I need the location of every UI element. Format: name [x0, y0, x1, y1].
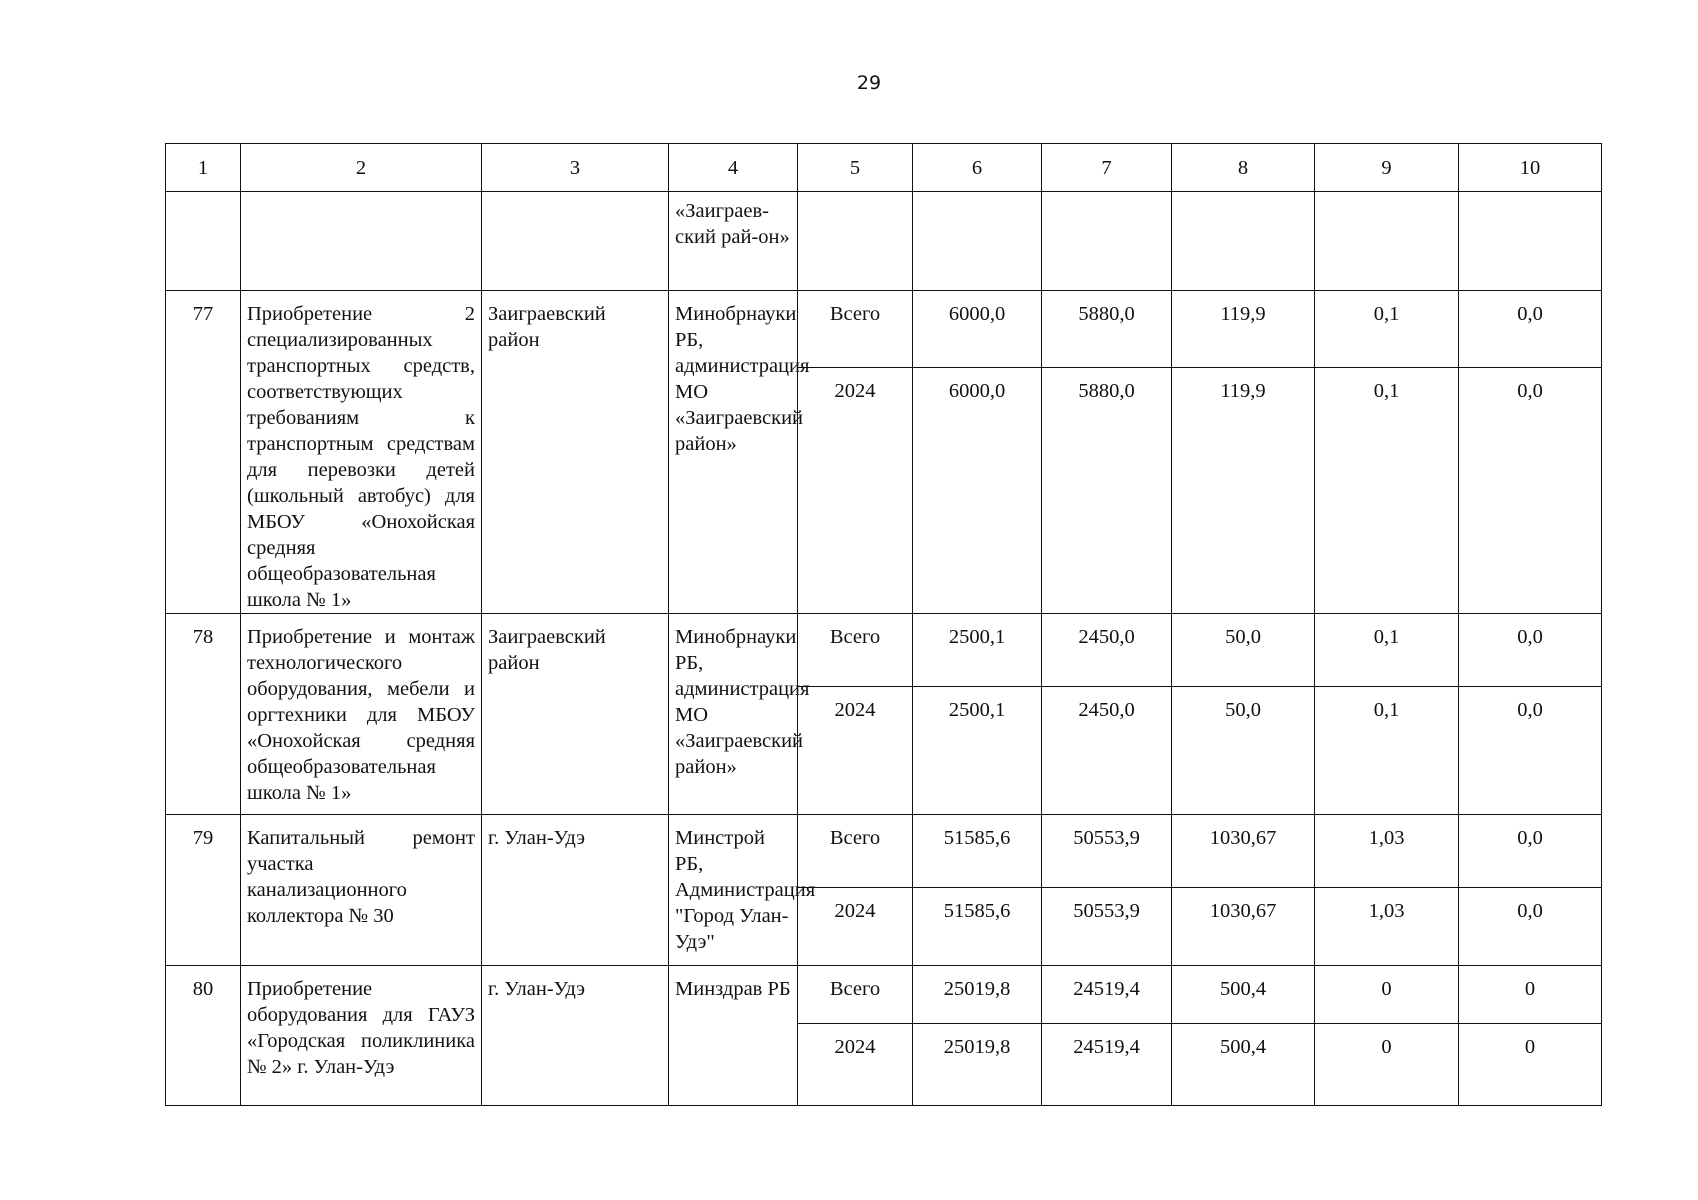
- period-label: 2024: [798, 687, 913, 815]
- period-label: 2024: [798, 368, 913, 614]
- table-row: [166, 966, 1602, 1024]
- value-cell: 1030,67: [1172, 888, 1315, 966]
- value-cell: 119,9: [1172, 368, 1315, 614]
- header-cell: 5: [798, 144, 913, 192]
- table-row: [166, 614, 1602, 687]
- value-cell: 0,0: [1459, 888, 1602, 966]
- value-cell: 51585,6: [913, 888, 1042, 966]
- table-row: [166, 815, 1602, 888]
- row-number: 78: [166, 614, 241, 815]
- location-cell: г. Улан-Удэ: [482, 815, 669, 966]
- value-cell: 51585,6: [913, 815, 1042, 888]
- value-cell: 25019,8: [913, 1024, 1042, 1106]
- period-label: 2024: [798, 1024, 913, 1106]
- agency-cell: «Заиграев-ский рай-он»: [669, 192, 798, 291]
- value-cell: 0,0: [1459, 291, 1602, 368]
- description-cell: Приобретение 2 специализированных транспортных средств, соответствующих требованиям к транспортным средствам для перевозки детей (школьный автобус) для МБОУ «Онохойская средняя общеобразовательная школа № 1»: [241, 291, 482, 614]
- value-cell: 1,03: [1315, 888, 1459, 966]
- period-label: 2024: [798, 888, 913, 966]
- header-cell: 9: [1315, 144, 1459, 192]
- table-row: [166, 291, 1602, 368]
- description-cell: Капитальный ремонт участка канализационного коллектора № 30: [241, 815, 482, 966]
- value-cell: 1,03: [1315, 815, 1459, 888]
- value-cell: 2450,0: [1042, 687, 1172, 815]
- header-cell: 1: [166, 144, 241, 192]
- value-cell: 50,0: [1172, 687, 1315, 815]
- row-number: 80: [166, 966, 241, 1106]
- value-cell: 0,1: [1315, 291, 1459, 368]
- value-cell: 0,0: [1459, 815, 1602, 888]
- value-cell: 25019,8: [913, 966, 1042, 1024]
- value-cell: 2450,0: [1042, 614, 1172, 687]
- period-label: Всего: [798, 966, 913, 1024]
- page-number: 29: [856, 72, 882, 94]
- value-cell: 5880,0: [1042, 368, 1172, 614]
- value-cell: 2500,1: [913, 687, 1042, 815]
- value-cell: 500,4: [1172, 1024, 1315, 1106]
- value-cell: 119,9: [1172, 291, 1315, 368]
- header-cell: 7: [1042, 144, 1172, 192]
- value-cell: 24519,4: [1042, 966, 1172, 1024]
- period-label: Всего: [798, 291, 913, 368]
- value-cell: 0: [1459, 966, 1602, 1024]
- value-cell: 2500,1: [913, 614, 1042, 687]
- agency-cell: Минобрнауки РБ, администрация МО «Заиграевский район»: [669, 291, 798, 614]
- value-cell: 24519,4: [1042, 1024, 1172, 1106]
- budget-table: [165, 143, 1602, 1106]
- value-cell: 0,1: [1315, 687, 1459, 815]
- header-cell: 10: [1459, 144, 1602, 192]
- location-cell: Заиграевский район: [482, 291, 669, 614]
- header-cell: 3: [482, 144, 669, 192]
- header-row: [166, 144, 1602, 192]
- period-label: Всего: [798, 614, 913, 687]
- value-cell: 0: [1459, 1024, 1602, 1106]
- value-cell: 0,1: [1315, 368, 1459, 614]
- row-number: 79: [166, 815, 241, 966]
- value-cell: 500,4: [1172, 966, 1315, 1024]
- value-cell: 6000,0: [913, 291, 1042, 368]
- value-cell: 0: [1315, 966, 1459, 1024]
- agency-cell: Минздрав РБ: [669, 966, 798, 1106]
- value-cell: 6000,0: [913, 368, 1042, 614]
- header-cell: 8: [1172, 144, 1315, 192]
- value-cell: 5880,0: [1042, 291, 1172, 368]
- value-cell: 1030,67: [1172, 815, 1315, 888]
- header-cell: 4: [669, 144, 798, 192]
- description-cell: Приобретение оборудования для ГАУЗ «Городская поликлиника № 2» г. Улан-Удэ: [241, 966, 482, 1106]
- value-cell: 0,0: [1459, 687, 1602, 815]
- header-cell: 6: [913, 144, 1042, 192]
- value-cell: 50,0: [1172, 614, 1315, 687]
- header-cell: 2: [241, 144, 482, 192]
- value-cell: 50553,9: [1042, 888, 1172, 966]
- value-cell: 0: [1315, 1024, 1459, 1106]
- location-cell: Заиграевский район: [482, 614, 669, 815]
- continuation-row: [166, 192, 1602, 291]
- location-cell: г. Улан-Удэ: [482, 966, 669, 1106]
- value-cell: 0,0: [1459, 614, 1602, 687]
- value-cell: 0,1: [1315, 614, 1459, 687]
- agency-cell: Минстрой РБ, Администрация "Город Улан-Удэ": [669, 815, 798, 966]
- row-number: 77: [166, 291, 241, 614]
- description-cell: Приобретение и монтаж технологического оборудования, мебели и оргтехники для МБОУ «Онохойская средняя общеобразовательная школа № 1»: [241, 614, 482, 815]
- value-cell: 50553,9: [1042, 815, 1172, 888]
- period-label: Всего: [798, 815, 913, 888]
- agency-cell: Минобрнауки РБ, администрация МО «Заиграевский район»: [669, 614, 798, 815]
- value-cell: 0,0: [1459, 368, 1602, 614]
